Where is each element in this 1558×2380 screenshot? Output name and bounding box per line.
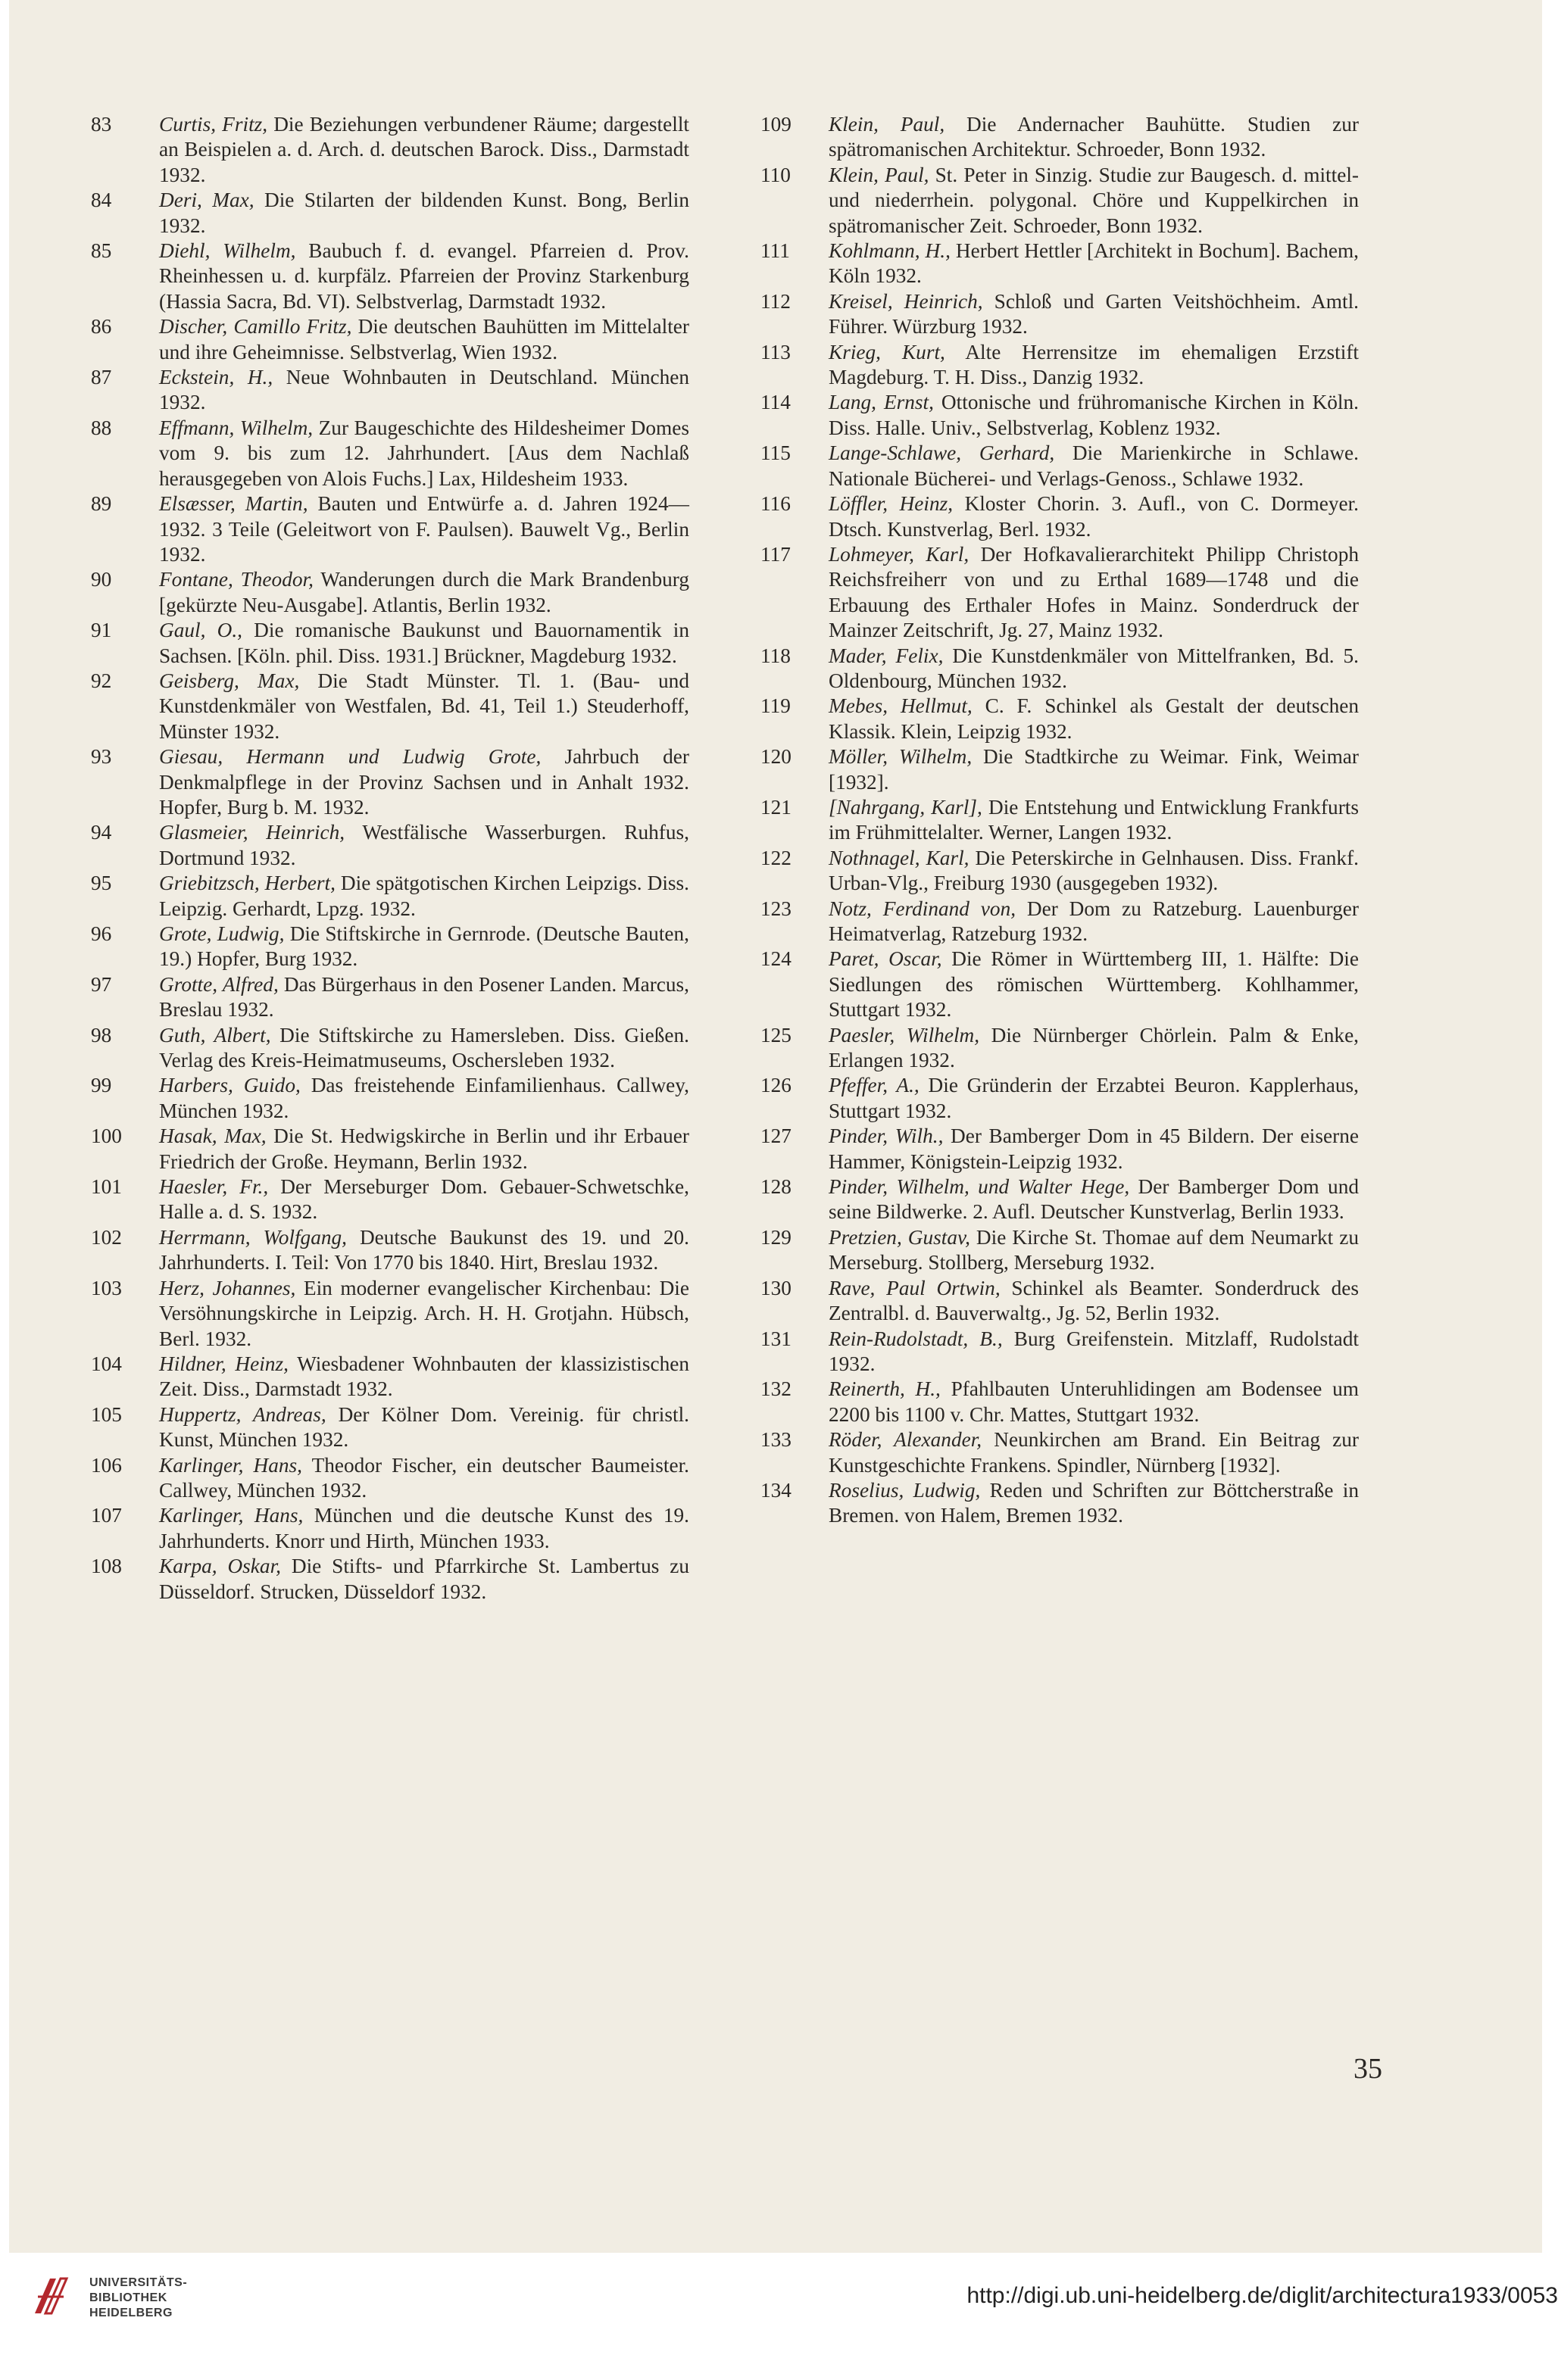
entry-number: 125	[760, 1023, 791, 1047]
bibliography-entry	[760, 1478, 1359, 1529]
entry-number: 111	[760, 239, 790, 263]
bibliography-entry	[760, 897, 1359, 947]
entry-author: Grotte, Alfred,	[159, 972, 279, 996]
source-url-link[interactable]: http://digi.ub.uni-heidelberg.de/diglit/architectura1933/0053	[966, 2283, 1558, 2308]
entry-text: Ottonische und frühromanische Kirchen in Köln. Diss. Halle. Univ., Selbstverlag, Koblenz 1932.	[829, 391, 1359, 439]
entry-text: Westfälische Wasserburgen. Ruhfus, Dortmund 1932.	[159, 821, 689, 869]
entry-number: 83	[91, 113, 112, 136]
bibliography-entry	[760, 1225, 1359, 1276]
entry-author: Mebes, Hellmut,	[829, 694, 973, 718]
scanned-page	[9, 0, 1542, 2253]
entry-author: Grote, Ludwig,	[159, 922, 285, 945]
entry-author: Huppertz, Andreas,	[159, 1402, 326, 1426]
entry-author: Deri, Max,	[159, 189, 254, 212]
entry-number: 96	[91, 922, 112, 945]
entry-number: 101	[91, 1175, 122, 1199]
entry-author: Elsæsser, Martin,	[159, 492, 308, 516]
entry-number: 88	[91, 416, 112, 439]
entry-number: 115	[760, 441, 791, 465]
entry-text: Die spätgotischen Kirchen Leipzigs. Diss. Leipzig. Gerhardt, Lpzg. 1932.	[159, 872, 689, 920]
library-name-line: UNIVERSITÄTS-	[89, 2276, 188, 2289]
bibliography-entry	[760, 1276, 1359, 1327]
entry-number: 87	[91, 366, 112, 389]
bibliography-entry	[760, 1174, 1359, 1225]
bibliography-entry	[760, 1427, 1359, 1478]
entry-author: Röder, Alexander,	[829, 1428, 982, 1452]
entry-author: Geisberg, Max,	[159, 669, 300, 692]
entry-author: Herrmann, Wolfgang,	[159, 1225, 347, 1249]
entry-text: Deutsche Baukunst des 19. und 20. Jahrhunderts. I. Teil: Von 1770 bis 1840. Hirt, Breslau 1932.	[159, 1225, 689, 1274]
entry-text: Die Kirche St. Thomae auf dem Neumarkt zu Merseburg. Stollberg, Merseburg 1932.	[829, 1225, 1359, 1274]
entry-author: Eckstein, H.,	[159, 366, 273, 389]
bibliography-entry	[760, 340, 1359, 391]
entry-number: 94	[91, 821, 112, 844]
entry-number: 116	[760, 492, 791, 516]
entry-number: 133	[760, 1428, 791, 1452]
entry-author: Notz, Ferdinand von,	[829, 897, 1016, 920]
entry-text: Baubuch f. d. evangel. Pfarreien d. Prov. Rheinhessen u. d. kurpfälz. Pfarreien der Provinz Starkenburg (Hassia Sacra, Bd. VI). Selbstverlag, Darmstadt 1932.	[159, 239, 689, 313]
entry-author: Fontane, Theodor,	[159, 568, 314, 591]
entry-text: Zur Baugeschichte des Hildesheimer Domes vom 9. bis zum 12. Jahrhundert. [Aus dem Nachlaß herausgegeben von Alois Fuchs.] Lax, Hildesheim 1933.	[159, 416, 689, 490]
entry-number: 121	[760, 795, 791, 819]
entry-number: 85	[91, 239, 112, 263]
entry-author: Pinder, Wilh.,	[829, 1124, 944, 1148]
entry-number: 110	[760, 163, 791, 186]
entry-number: 123	[760, 897, 791, 920]
entry-number: 95	[91, 872, 112, 895]
bibliography-entry	[91, 1174, 689, 1225]
entry-text: Die Beziehungen verbundener Räume; dargestellt an Beispielen a. d. Arch. d. deutschen Barock. Diss., Darmstadt 1932.	[159, 113, 689, 186]
bibliography-entry	[760, 1124, 1359, 1174]
entry-text: Ein moderner evangelischer Kirchenbau: Die Versöhnungskirche in Leipzig. Arch. H. H. Grotjahn. Hübsch, Berl. 1932.	[159, 1276, 689, 1350]
entry-number: 113	[760, 340, 791, 363]
bibliography-entry	[760, 1377, 1359, 1427]
bibliography-entry	[760, 1327, 1359, 1377]
entry-author: Gaul, O.,	[159, 619, 242, 642]
entry-number: 117	[760, 542, 791, 566]
library-name-line: BIBLIOTHEK	[89, 2291, 167, 2304]
entry-text: Die romanische Baukunst und Bauornamentik in Sachsen. [Köln. phil. Diss. 1931.] Brückner, Magdeburg 1932.	[159, 619, 689, 667]
entry-author: Reinerth, H.,	[829, 1377, 941, 1401]
entry-text: Die Kunstdenkmäler von Mittelfranken, Bd. 5. Oldenbourg, München 1932.	[829, 644, 1360, 692]
entry-author: Pinder, Wilhelm, und Walter Hege,	[829, 1175, 1130, 1199]
entry-text: Die Entstehung und Entwicklung Frankfurts im Frühmittelalter. Werner, Langen 1932.	[829, 795, 1359, 844]
entry-text: Die deutschen Bauhütten im Mittelalter und ihre Geheimnisse. Selbstverlag, Wien 1932.	[159, 315, 689, 363]
entry-number: 114	[760, 391, 791, 414]
entry-author: Roselius, Ludwig,	[829, 1478, 981, 1502]
entry-number: 132	[760, 1377, 791, 1401]
bibliography-entry	[91, 1023, 689, 1074]
entry-number: 97	[91, 972, 112, 996]
entry-text: Burg Greifenstein. Mitzlaff, Rudolstadt 1932.	[829, 1327, 1359, 1375]
entry-author: Mader, Felix,	[829, 644, 944, 667]
entry-text: Neue Wohnbauten in Deutschland. München 1932.	[159, 366, 689, 414]
library-name-line: HEIDELBERG	[89, 2307, 173, 2319]
entry-number: 98	[91, 1023, 112, 1047]
bibliography-entry	[91, 1503, 689, 1554]
entry-number: 90	[91, 568, 112, 591]
bibliography-entry	[91, 669, 689, 744]
entry-text: Die Nürnberger Chörlein. Palm & Enke, Erlangen 1932.	[829, 1023, 1360, 1072]
entry-author: Pretzien, Gustav,	[829, 1225, 970, 1249]
entry-text: Die St. Hedwigskirche in Berlin und ihr Erbauer Friedrich der Große. Heymann, Berlin 1932.	[159, 1124, 689, 1173]
bibliography-entry	[91, 416, 689, 491]
bibliography-entry	[760, 390, 1359, 441]
entry-number: 104	[91, 1352, 122, 1375]
entry-text: Bauten und Entwürfe a. d. Jahren 1924—1932. 3 Teile (Geleitwort von F. Paulsen). Bauwelt Vg., Berlin 1932.	[159, 492, 689, 566]
entry-author: Herz, Johannes,	[159, 1276, 296, 1299]
entry-text: Alte Herrensitze im ehemaligen Erzstift Magdeburg. T. H. Diss., Danzig 1932.	[829, 340, 1359, 389]
bibliography-entry	[760, 644, 1359, 694]
entry-author: Nothnagel, Karl,	[829, 846, 969, 869]
entry-number: 84	[91, 189, 112, 212]
entry-text: Reden und Schriften zur Böttcherstraße in Bremen. von Halem, Bremen 1932.	[829, 1478, 1359, 1527]
entry-number: 89	[91, 492, 112, 516]
entry-text: Die Römer in Württemberg III, 1. Hälfte: Die Siedlungen des römischen Württemberg. Kohlhammer, Stuttgart 1932.	[829, 947, 1359, 1022]
entry-text: Der Hofkavalierarchitekt Philipp Christoph Reichsfreiherr von und zu Erthal 1689—1748 und die Erbauung des Erthaler Hofes in Mainz. Sonderdruck der Mainzer Zeitschrift, Jg. 27, Mainz 1932.	[829, 542, 1359, 642]
entry-number: 92	[91, 669, 112, 692]
entry-text: Der Bamberger Dom in 45 Bildern. Der eiserne Hammer, Königstein-Leipzig 1932.	[829, 1124, 1359, 1173]
library-logo-icon	[30, 2276, 73, 2318]
page-number: 35	[1353, 2053, 1382, 2085]
entry-number: 100	[91, 1124, 122, 1148]
entry-author: Griebitzsch, Herbert,	[159, 872, 336, 895]
entry-author: Harbers, Guido,	[159, 1074, 301, 1097]
entry-text: Kloster Chorin. 3. Aufl., von C. Dormeyer. Dtsch. Kunstverlag, Berl. 1932.	[829, 492, 1359, 541]
entry-author: [Nahrgang, Karl],	[829, 795, 982, 819]
entry-text: Der Dom zu Ratzeburg. Lauenburger Heimatverlag, Ratzeburg 1932.	[829, 897, 1359, 945]
bibliography-entry	[760, 163, 1359, 239]
entry-author: Rave, Paul Ortwin,	[829, 1276, 1001, 1299]
entry-author: Paret, Oscar,	[829, 947, 942, 971]
entry-author: Glasmeier, Heinrich,	[159, 821, 345, 844]
bibliography-entry	[91, 1124, 689, 1174]
entry-author: Pfeffer, A.,	[829, 1074, 920, 1097]
entry-author: Möller, Wilhelm,	[829, 745, 973, 769]
entry-number: 103	[91, 1276, 122, 1299]
bibliography-entry	[760, 694, 1359, 744]
entry-number: 127	[760, 1124, 791, 1148]
entry-author: Kreisel, Heinrich,	[829, 289, 983, 313]
entry-number: 102	[91, 1225, 122, 1249]
bibliography-entry	[760, 491, 1359, 542]
bibliography-entry	[760, 542, 1359, 644]
entry-number: 120	[760, 745, 791, 769]
bibliography-entry	[760, 1073, 1359, 1124]
entry-text: Pfahlbauten Unteruhlidingen am Bodensee um 2200 bis 1100 v. Chr. Mattes, Stuttgart 1932.	[829, 1377, 1359, 1426]
bibliography-entry	[91, 188, 689, 239]
entry-number: 126	[760, 1074, 791, 1097]
entry-author: Lange-Schlawe, Gerhard,	[829, 441, 1055, 465]
entry-number: 86	[91, 315, 112, 338]
entry-number: 91	[91, 619, 112, 642]
bibliography-entry	[91, 1554, 689, 1605]
entry-author: Löffler, Heinz,	[829, 492, 954, 516]
bibliography-column-right	[760, 112, 1359, 1529]
entry-text: Neunkirchen am Brand. Ein Beitrag zur Kunstgeschichte Frankens. Spindler, Nürnberg [1932].	[829, 1428, 1359, 1477]
bibliography-entry	[760, 441, 1359, 491]
entry-text: Die Stifts- und Pfarrkirche St. Lambertus zu Düsseldorf. Strucken, Düsseldorf 1932.	[159, 1555, 690, 1603]
entry-number: 119	[760, 694, 791, 718]
entry-author: Hildner, Heinz,	[159, 1352, 289, 1375]
entry-author: Discher, Camillo Fritz,	[159, 315, 352, 338]
entry-text: Die Stiftskirche zu Hamersleben. Diss. Gießen. Verlag des Kreis-Heimatmuseums, Oschersleben 1932.	[159, 1023, 689, 1072]
entry-text: Schloß und Garten Veitshöchheim. Amtl. Führer. Würzburg 1932.	[829, 289, 1359, 338]
bibliography-entry	[91, 972, 689, 1023]
entry-text: Die Stilarten der bildenden Kunst. Bong, Berlin 1932.	[159, 189, 689, 237]
entry-author: Diehl, Wilhelm,	[159, 239, 296, 263]
entry-number: 106	[91, 1453, 122, 1477]
bibliography-entry	[760, 112, 1359, 163]
entry-text: Die Andernacher Bauhütte. Studien zur spätromanischen Architektur. Schroeder, Bonn 1932.	[829, 113, 1359, 161]
bibliography-entry	[91, 820, 689, 871]
entry-number: 99	[91, 1074, 112, 1097]
entry-text: Das freistehende Einfamilienhaus. Callwey, München 1932.	[159, 1074, 689, 1122]
entry-number: 134	[760, 1478, 791, 1502]
entry-number: 93	[91, 745, 112, 769]
entry-text: Das Bürgerhaus in den Posener Landen. Marcus, Breslau 1932.	[159, 972, 690, 1022]
entry-number: 124	[760, 947, 791, 971]
entry-text: Wanderungen durch die Mark Brandenburg [gekürzte Neu-Ausgabe]. Atlantis, Berlin 1932.	[159, 568, 689, 616]
entry-author: Haesler, Fr.,	[159, 1175, 269, 1199]
entry-number: 131	[760, 1327, 791, 1350]
entry-number: 122	[760, 846, 791, 869]
entry-author: Krieg, Kurt,	[829, 340, 945, 363]
entry-author: Paesler, Wilhelm,	[829, 1023, 980, 1047]
entry-text: Jahrbuch der Denkmalpflege in der Provinz Sachsen und in Anhalt 1932. Hopfer, Burg b. M. 1932.	[159, 745, 689, 819]
entry-number: 112	[760, 289, 791, 313]
entry-author: Karlinger, Hans,	[159, 1453, 303, 1477]
entry-number: 129	[760, 1225, 791, 1249]
entry-author: Guth, Albert,	[159, 1023, 271, 1047]
entry-text: Der Kölner Dom. Vereinig. für christl. Kunst, München 1932.	[159, 1402, 689, 1452]
bibliography-entry	[760, 744, 1359, 795]
bibliography-entry	[91, 365, 689, 416]
entry-author: Klein, Paul,	[829, 163, 929, 186]
bibliography-entry	[91, 112, 689, 188]
bibliography-entry	[91, 1276, 689, 1352]
entry-text: Die Marienkirche in Schlawe. Nationale Bücherei- und Verlags-Genoss., Schlawe 1932.	[829, 441, 1359, 490]
entry-author: Lohmeyer, Karl,	[829, 542, 969, 566]
entry-text: Der Bamberger Dom und seine Bildwerke. 2. Aufl. Deutscher Kunstverlag, Berlin 1933.	[829, 1175, 1360, 1224]
entry-author: Effmann, Wilhelm,	[159, 416, 314, 439]
entry-author: Klein, Paul,	[829, 113, 945, 136]
entry-text: Die Stadt Münster. Tl. 1. (Bau- und Kunstdenkmäler von Westfalen, Bd. 41, Teil 1.) Steuderhoff, Münster 1932.	[159, 669, 689, 743]
entry-text: C. F. Schinkel als Gestalt der deutschen Klassik. Klein, Leipzig 1932.	[829, 694, 1360, 743]
entry-text: Der Merseburger Dom. Gebauer-Schwetschke, Halle a. d. S. 1932.	[159, 1175, 689, 1224]
entry-number: 109	[760, 113, 791, 136]
bibliography-entry	[760, 846, 1359, 897]
entry-author: Curtis, Fritz,	[159, 113, 268, 136]
entry-number: 108	[91, 1555, 122, 1578]
entry-author: Giesau, Hermann und Ludwig Grote,	[159, 745, 542, 769]
entry-text: München und die deutsche Kunst des 19. Jahrhunderts. Knorr und Hirth, München 1933.	[159, 1504, 689, 1552]
bibliography-entry	[91, 239, 689, 314]
entry-text: Wiesbadener Wohnbauten der klassizistischen Zeit. Diss., Darmstadt 1932.	[159, 1352, 689, 1401]
entry-number: 118	[760, 644, 791, 667]
bibliography-entry	[760, 795, 1359, 846]
bibliography-entry	[91, 1352, 689, 1402]
entry-number: 107	[91, 1504, 122, 1527]
entry-text: Herbert Hettler [Architekt in Bochum]. Bachem, Köln 1932.	[829, 239, 1359, 288]
bibliography-entry	[91, 1073, 689, 1124]
digitization-footer	[0, 2253, 1558, 2380]
bibliography-column-left	[91, 112, 689, 1605]
bibliography-entry	[91, 314, 689, 365]
entry-number: 130	[760, 1276, 791, 1299]
bibliography-entry	[91, 1453, 689, 1504]
entry-author: Karlinger, Hans,	[159, 1504, 304, 1527]
entry-number: 128	[760, 1175, 791, 1199]
bibliography-entry	[760, 947, 1359, 1022]
library-name	[89, 2276, 187, 2321]
entry-text: Schinkel als Beamter. Sonderdruck des Zentralbl. d. Bauverwaltg., Jg. 52, Berlin 1932.	[829, 1276, 1359, 1325]
entry-author: Kohlmann, H.,	[829, 239, 951, 263]
bibliography-entry	[91, 871, 689, 922]
entry-author: Rein-Rudolstadt, B.,	[829, 1327, 1003, 1350]
entry-text: Theodor Fischer, ein deutscher Baumeister. Callwey, München 1932.	[159, 1453, 690, 1502]
bibliography-entry	[91, 491, 689, 567]
entry-author: Lang, Ernst,	[829, 391, 934, 414]
bibliography-entry	[91, 567, 689, 618]
bibliography-entry	[91, 1225, 689, 1276]
bibliography-entry	[760, 239, 1359, 289]
entry-author: Hasak, Max,	[159, 1124, 267, 1148]
entry-text: Die Peterskirche in Gelnhausen. Diss. Frankf. Urban-Vlg., Freiburg 1930 (ausgegeben 1932).	[829, 846, 1359, 895]
entry-text: St. Peter in Sinzig. Studie zur Baugesch. d. mittel- und niederrhein. polygonal. Chöre und Kuppelkirchen in spätromanischer Zeit. Schroeder, Bonn 1932.	[829, 163, 1359, 237]
entry-text: Die Stadtkirche zu Weimar. Fink, Weimar [1932].	[829, 745, 1360, 794]
entry-text: Die Stiftskirche in Gernrode. (Deutsche Bauten, 19.) Hopfer, Burg 1932.	[159, 922, 689, 971]
bibliography-entry	[760, 289, 1359, 340]
entry-number: 105	[91, 1402, 122, 1426]
entry-author: Karpa, Oskar,	[159, 1555, 281, 1578]
bibliography-entry	[91, 618, 689, 669]
entry-text: Die Gründerin der Erzabtei Beuron. Kapplerhaus, Stuttgart 1932.	[829, 1074, 1359, 1122]
bibliography-entry	[91, 922, 689, 972]
bibliography-entry	[760, 1023, 1359, 1074]
bibliography-entry	[91, 1402, 689, 1453]
bibliography-entry	[91, 744, 689, 820]
